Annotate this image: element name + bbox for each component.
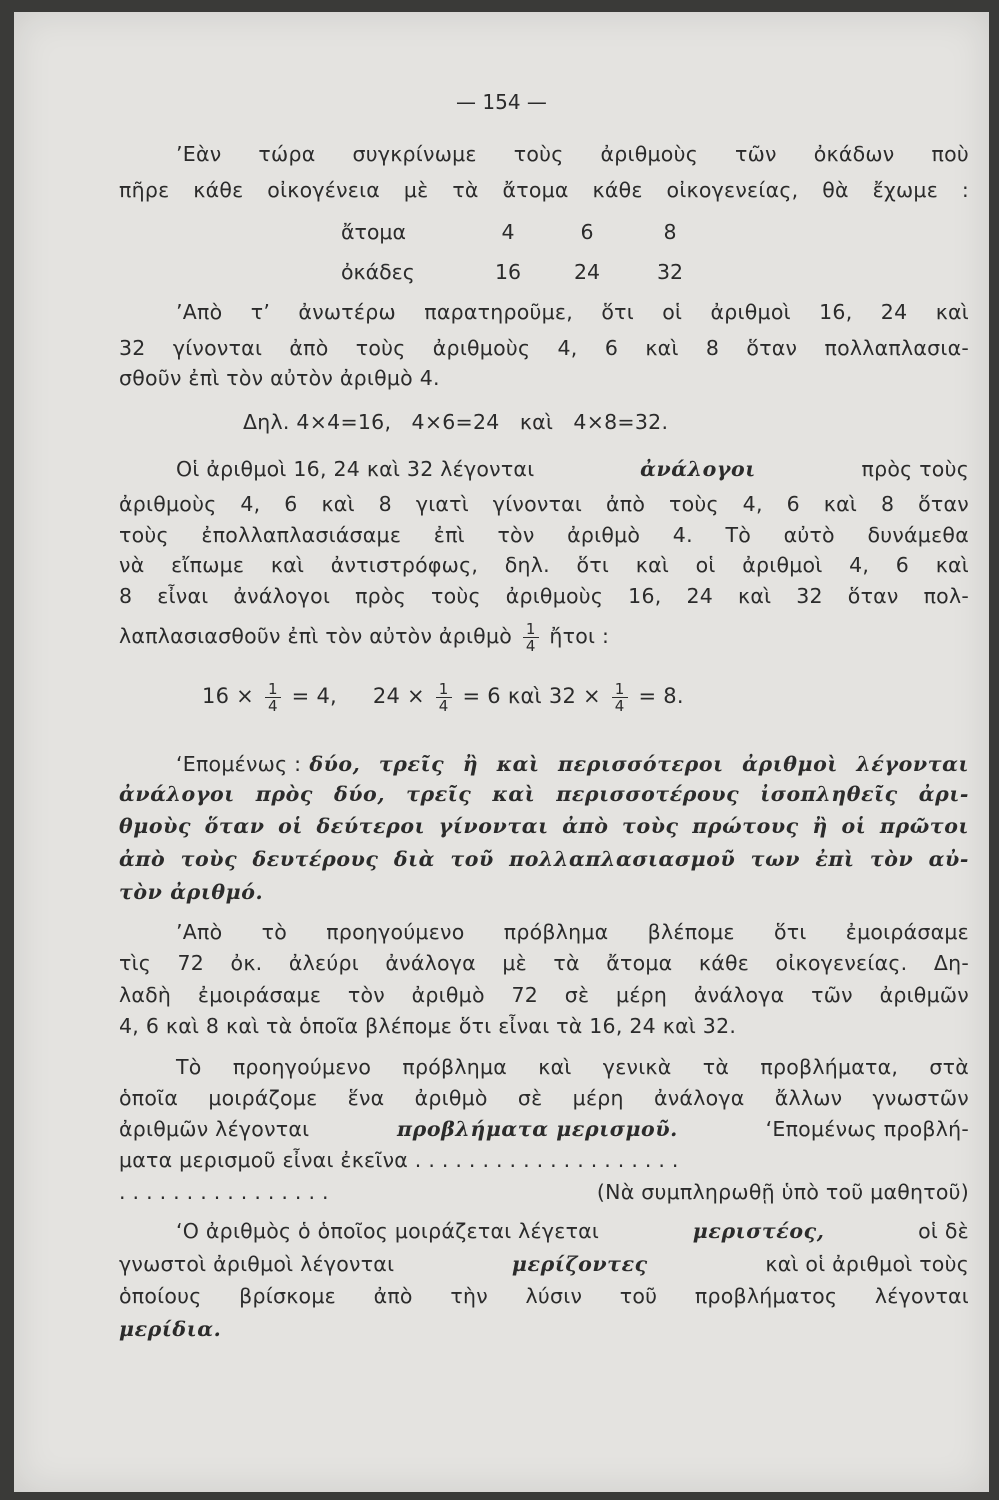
text-span: ‘Επομένως προβλή- (765, 1117, 969, 1141)
text-line: ὁποίους βρίσκομε ἀπὸ τὴν λύσιν τοῦ προβλήματος λέγονται (119, 1284, 969, 1308)
fraction-denominator: 4 (612, 697, 628, 714)
equation-line: Δηλ. 4×4=16, 4×6=24 καὶ 4×8=32. (243, 410, 669, 434)
text-line: ἀριθμοὺς 4, 6 καὶ 8 γιατὶ γίνονται ἀπὸ τοὺς 4, 6 καὶ 8 ὅταν (119, 492, 969, 516)
definition-text: δύο, τρεῖς ἢ καὶ περισσότεροι ἀριθμοὶ λέγονται (309, 752, 969, 776)
text-line: ’Απὸ τ’ ἀνωτέρω παρατηροῦμε, ὅτι οἱ ἀριθμοὶ 16, 24 καὶ (176, 300, 969, 324)
fraction-equation (202, 674, 999, 718)
text-line: ματα μερισμοῦ εἶναι ἐκεῖνα . . . . . . . . . . . . . . . . . . . . (119, 1148, 679, 1172)
text-span: ἤτοι : (549, 624, 610, 648)
text-line (119, 616, 969, 656)
dotted-leader: . . . . . . . . . . . . . . . . (119, 1180, 329, 1204)
text-span: λαπλασιασθοῦν ἐπὶ τὸν αὐτὸν ἀριθμὸ (119, 624, 513, 648)
table-cell: 32 (656, 260, 684, 284)
text-span: ἀριθμῶν λέγονται (119, 1117, 310, 1141)
text-span: ‘Επομένως : (176, 752, 302, 776)
fraction-denominator: 4 (523, 637, 539, 654)
text-span: Οἱ ἀριθμοὶ 16, 24 καὶ 32 λέγονται (176, 457, 535, 481)
table-cell: 8 (663, 220, 677, 244)
table-cell: 16 (494, 260, 522, 284)
text-line: ’Απὸ τὸ προηγούμενο πρόβλημα βλέπομε ὅτι ἐμοιράσαμε (176, 920, 969, 944)
table-cell: 4 (501, 220, 515, 244)
definition-text: θμοὺς ὅταν οἱ δεύτεροι γίνονται ἀπὸ τοὺς πρώτους ἢ οἱ πρῶτοι (119, 814, 969, 838)
text-span: γνωστοὶ ἀριθμοὶ λέγονται (119, 1252, 395, 1276)
table-row-label: ἄτομα (341, 220, 406, 244)
table-cell: 24 (573, 260, 601, 284)
text-line: πῆρε κάθε οἰκογένεια μὲ τὰ ἄτομα κάθε οἰκογενείας, θὰ ἔχωμε : (119, 178, 969, 202)
text-span: = 8. (638, 684, 684, 708)
definition-text: ἀπὸ τοὺς δευτέρους διὰ τοῦ πολλαπλασιασμοῦ των ἐπὶ τὸν αὐ- (119, 847, 969, 871)
text-line (119, 1250, 969, 1278)
text-line: τὶς 72 ὀκ. ἀλεύρι ἀνάλογα μὲ τὰ ἄτομα κάθε οἰκογενείας. Δη- (119, 951, 969, 975)
text-line: 32 γίνονται ἀπὸ τοὺς ἀριθμοὺς 4, 6 καὶ 8 ὅταν πολλαπλασια- (119, 336, 969, 360)
fraction-numerator: 1 (525, 619, 536, 638)
text-span: 24 × (372, 684, 425, 708)
emphasis-term: μερίζοντες (511, 1252, 648, 1276)
text-line: ὁποῖα μοιράζομε ἕνα ἀριθμὸ σὲ μέρη ἀνάλογα ἄλλων γνωστῶν (119, 1086, 969, 1110)
definition-text: τὸν ἀριθμό. (119, 880, 264, 904)
emphasis-term: μεριστέος, (692, 1219, 825, 1243)
definition-text: ἀνάλογοι πρὸς δύο, τρεῖς καὶ περισσοτέρους ἰσοπληθεῖς ἀρι- (119, 782, 969, 806)
text-line (176, 1217, 969, 1245)
emphasis-term: ἀνάλογοι (640, 457, 756, 481)
text-span: = 6 καὶ 32 × (462, 684, 601, 708)
instruction-note: (Νὰ συμπληρωθῇ ὑπὸ τοῦ μαθητοῦ) (596, 1180, 969, 1204)
text-line (176, 750, 969, 778)
fraction (265, 681, 281, 714)
emphasis-term: προβλήματα μερισμοῦ. (397, 1117, 678, 1141)
fraction-denominator: 4 (265, 697, 281, 714)
text-span: οἱ δὲ (918, 1219, 969, 1243)
fraction-numerator: 1 (438, 679, 449, 698)
fraction (612, 681, 628, 714)
text-span: = 4, (291, 684, 337, 708)
text-line: ’Εὰν τώρα συγκρίνωμε τοὺς ἀριθμοὺς τῶν ὀκάδων ποὺ (176, 142, 969, 166)
text-line (119, 1178, 969, 1206)
book-page (14, 12, 989, 1492)
text-span: πρὸς τοὺς (861, 457, 969, 481)
text-line: 8 εἶναι ἀνάλογοι πρὸς τοὺς ἀριθμοὺς 16, 24 καὶ 32 ὅταν πολ- (119, 584, 969, 608)
text-span: 16 × (202, 684, 254, 708)
fraction-numerator: 1 (267, 679, 278, 698)
text-line (176, 455, 969, 483)
fraction-denominator: 4 (436, 697, 452, 714)
page-number: — 154 — (456, 90, 547, 114)
text-span: ‘Ο ἀριθμὸς ὁ ὁποῖος μοιράζεται λέγεται (176, 1219, 600, 1243)
fraction (523, 621, 539, 654)
text-line: τοὺς ἐπολλαπλασιάσαμε ἐπὶ τὸν ἀριθμὸ 4. Τὸ αὐτὸ δυνάμεθα (119, 523, 969, 547)
text-line: λαδὴ ἐμοιράσαμε τὸν ἀριθμὸ 72 σὲ μέρη ἀνάλογα τῶν ἀριθμῶν (119, 983, 969, 1007)
table-cell: 6 (580, 220, 594, 244)
text-span: καὶ οἱ ἀριθμοὶ τοὺς (765, 1252, 969, 1276)
text-line: σθοῦν ἐπὶ τὸν αὐτὸν ἀριθμὸ 4. (119, 366, 440, 390)
text-line: Τὸ προηγούμενο πρόβλημα καὶ γενικὰ τὰ προβλήματα, στὰ (176, 1055, 969, 1079)
text-line: νὰ εἴπωμε καὶ ἀντιστρόφως, δηλ. ὅτι καὶ οἱ ἀριθμοὶ 4, 6 καὶ (119, 553, 969, 577)
text-line (119, 1115, 969, 1143)
table-row-label: ὀκάδες (341, 260, 415, 284)
fraction-numerator: 1 (614, 679, 625, 698)
emphasis-term: μερίδια. (119, 1317, 222, 1341)
fraction (436, 681, 452, 714)
text-line: 4, 6 καὶ 8 καὶ τὰ ὁποῖα βλέπομε ὅτι εἶναι τὰ 16, 24 καὶ 32. (119, 1014, 737, 1038)
